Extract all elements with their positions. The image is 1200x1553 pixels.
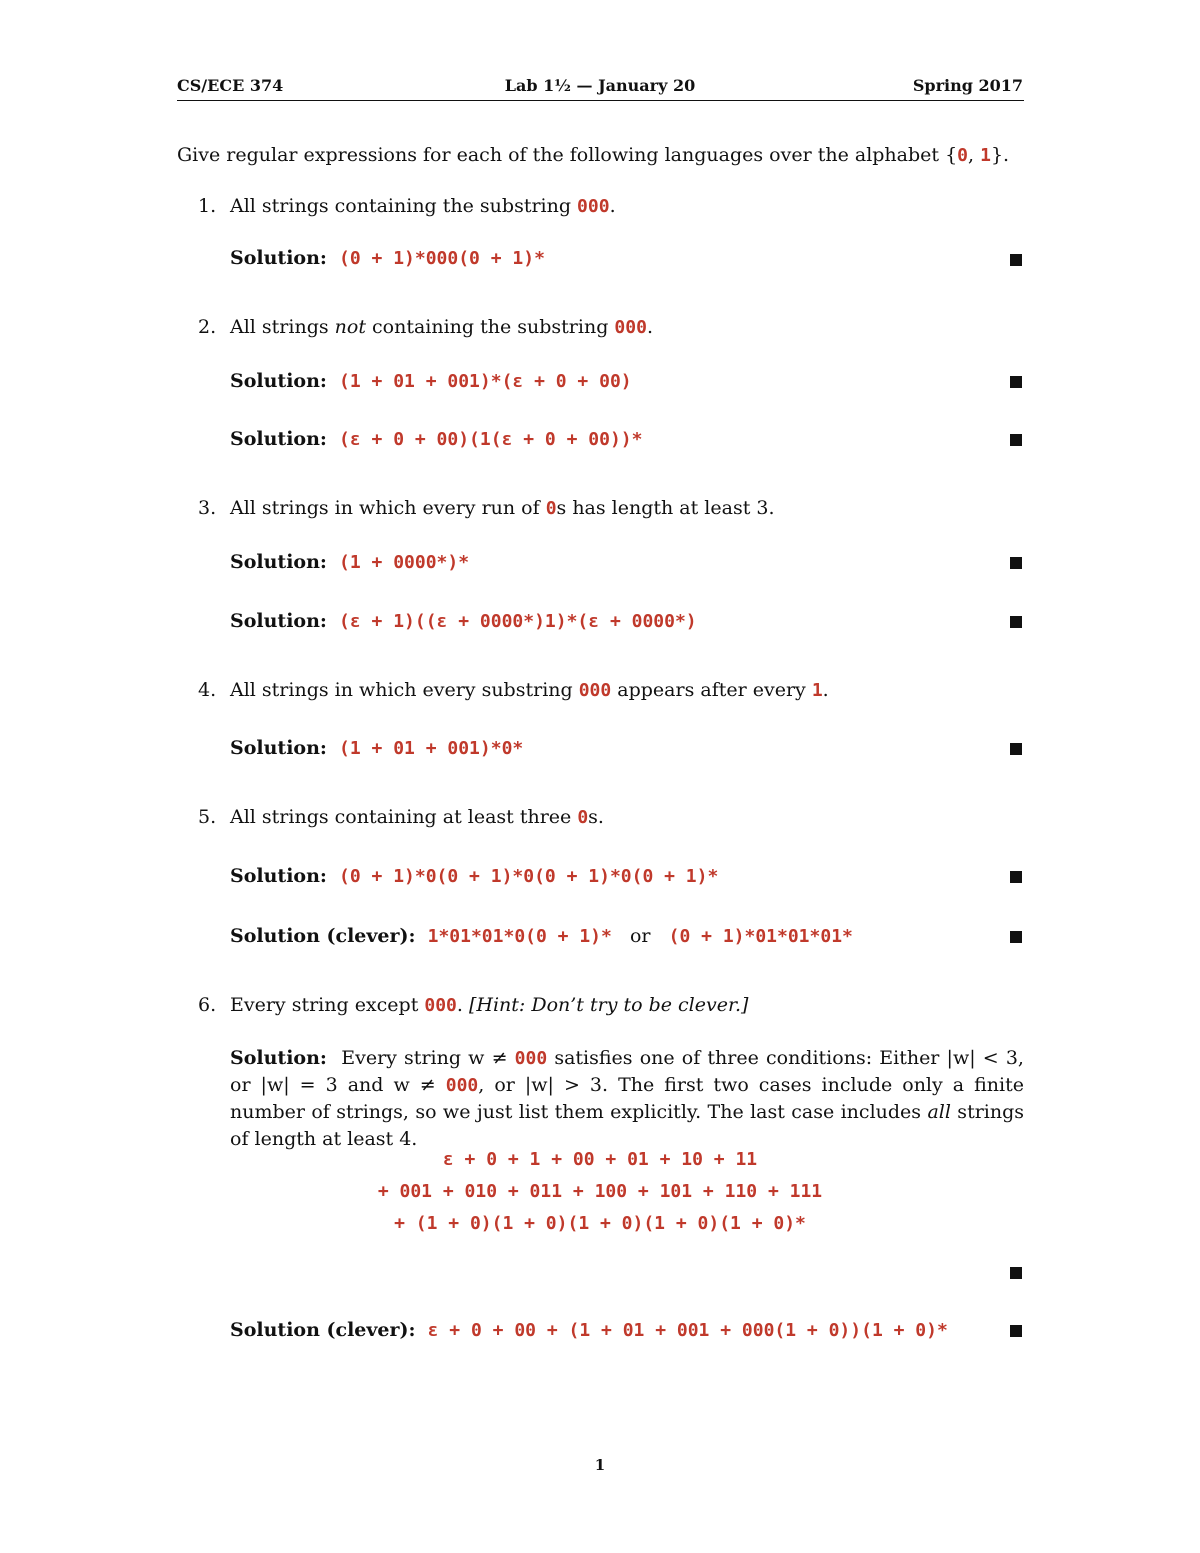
solution-line: Solution: (1 + 01 + 001)*(ε + 0 + 00) [230,370,632,392]
solution-line: Solution: (0 + 1)*000(0 + 1)* [230,247,545,269]
solution-expr: (1 + 0000*)* [339,552,470,573]
problem-number: 6. [198,994,217,1016]
qed-square [1010,434,1022,446]
qed-square [1010,743,1022,755]
page-number: 1 [594,1456,606,1474]
display-equation-line: + (1 + 0)(1 + 0)(1 + 0)(1 + 0)(1 + 0)* [394,1213,806,1234]
header-title: Lab 1½ — January 20 [504,76,696,95]
solution-expr: (1 + 01 + 001)*0* [339,738,524,759]
problem-statement: All strings containing the substring 000. [230,195,616,217]
solution-expr: (ε + 1)((ε + 0000*)1)*(ε + 0000*) [339,611,697,632]
solution-expr: (0 + 1)*01*01*01* [668,926,853,947]
clever-solution-line: Solution (clever): 1*01*01*0(0 + 1)* or (0 + 1)*01*01*01* [230,925,853,947]
header-rule [177,100,1024,101]
header-term: Spring 2017 [912,76,1023,95]
display-equation-line: ε + 0 + 1 + 00 + 01 + 10 + 11 [442,1149,758,1170]
qed-square [1010,871,1022,883]
solution-line: Solution: (0 + 1)*0(0 + 1)*0(0 + 1)*0(0 + 1)* [230,865,719,887]
qed-square [1010,1325,1022,1337]
problem-statement: Every string except 000. [Hint: Don’t try to be clever.] [230,994,749,1016]
problem-statement: All strings in which every run of 0s has length at least 3. [230,497,775,519]
solution-expr: (0 + 1)*000(0 + 1)* [339,248,545,269]
solution-expr: ε + 0 + 00 + (1 + 01 + 001 + 000(1 + 0))(1 + 0)* [427,1320,948,1341]
intro-text: Give regular expressions for each of the following languages over the alphabet {0, 1}. [177,144,1010,166]
qed-square [1010,1267,1022,1279]
hint-text: [Hint: Don’t try to be clever.] [468,994,749,1016]
problem-number: 2. [198,316,217,338]
problem-number: 3. [198,497,217,519]
clever-solution-line: Solution (clever): ε + 0 + 00 + (1 + 01 + 001 + 000(1 + 0))(1 + 0)* [230,1319,948,1341]
solution-expr: (1 + 01 + 001)*(ε + 0 + 00) [339,371,632,392]
solution-line: Solution: (1 + 01 + 001)*0* [230,737,524,759]
solution-expr: (0 + 1)*0(0 + 1)*0(0 + 1)*0(0 + 1)* [339,866,719,887]
solution-line: Solution: (ε + 0 + 00)(1(ε + 0 + 00))* [230,428,643,450]
solution-line: Solution: (1 + 0000*)* [230,551,470,573]
qed-square [1010,254,1022,266]
problem-statement: All strings in which every substring 000 appears after every 1. [230,679,829,701]
problem-number: 4. [198,679,217,701]
solution-explanation: Solution: Every string w ≠ 000 satisfies one of three conditions: Either |w| < 3, or |w| = 3 and w ≠ 000, or |w| > 3. The first two cases include only a finite number of strings, so we just list them explicitly. The last case includes all strings of length at least 4. [230,1047,1025,1150]
qed-square [1010,616,1022,628]
solution-line: Solution: (ε + 1)((ε + 0000*)1)*(ε + 0000*) [230,610,697,632]
problem-number: 5. [198,806,217,828]
solution-expr: (ε + 0 + 00)(1(ε + 0 + 00))* [339,429,643,450]
display-equation-line: + 001 + 010 + 011 + 100 + 101 + 110 + 111 [377,1181,823,1202]
problem-statement: All strings not containing the substring 000. [230,316,653,338]
solution-expr: 1*01*01*0(0 + 1)* [427,926,612,947]
problem-statement: All strings containing at least three 0s. [230,806,604,828]
qed-square [1010,376,1022,388]
problem-number: 1. [198,195,217,217]
qed-square [1010,557,1022,569]
header-course: CS/ECE 374 [177,76,284,95]
qed-square [1010,931,1022,943]
